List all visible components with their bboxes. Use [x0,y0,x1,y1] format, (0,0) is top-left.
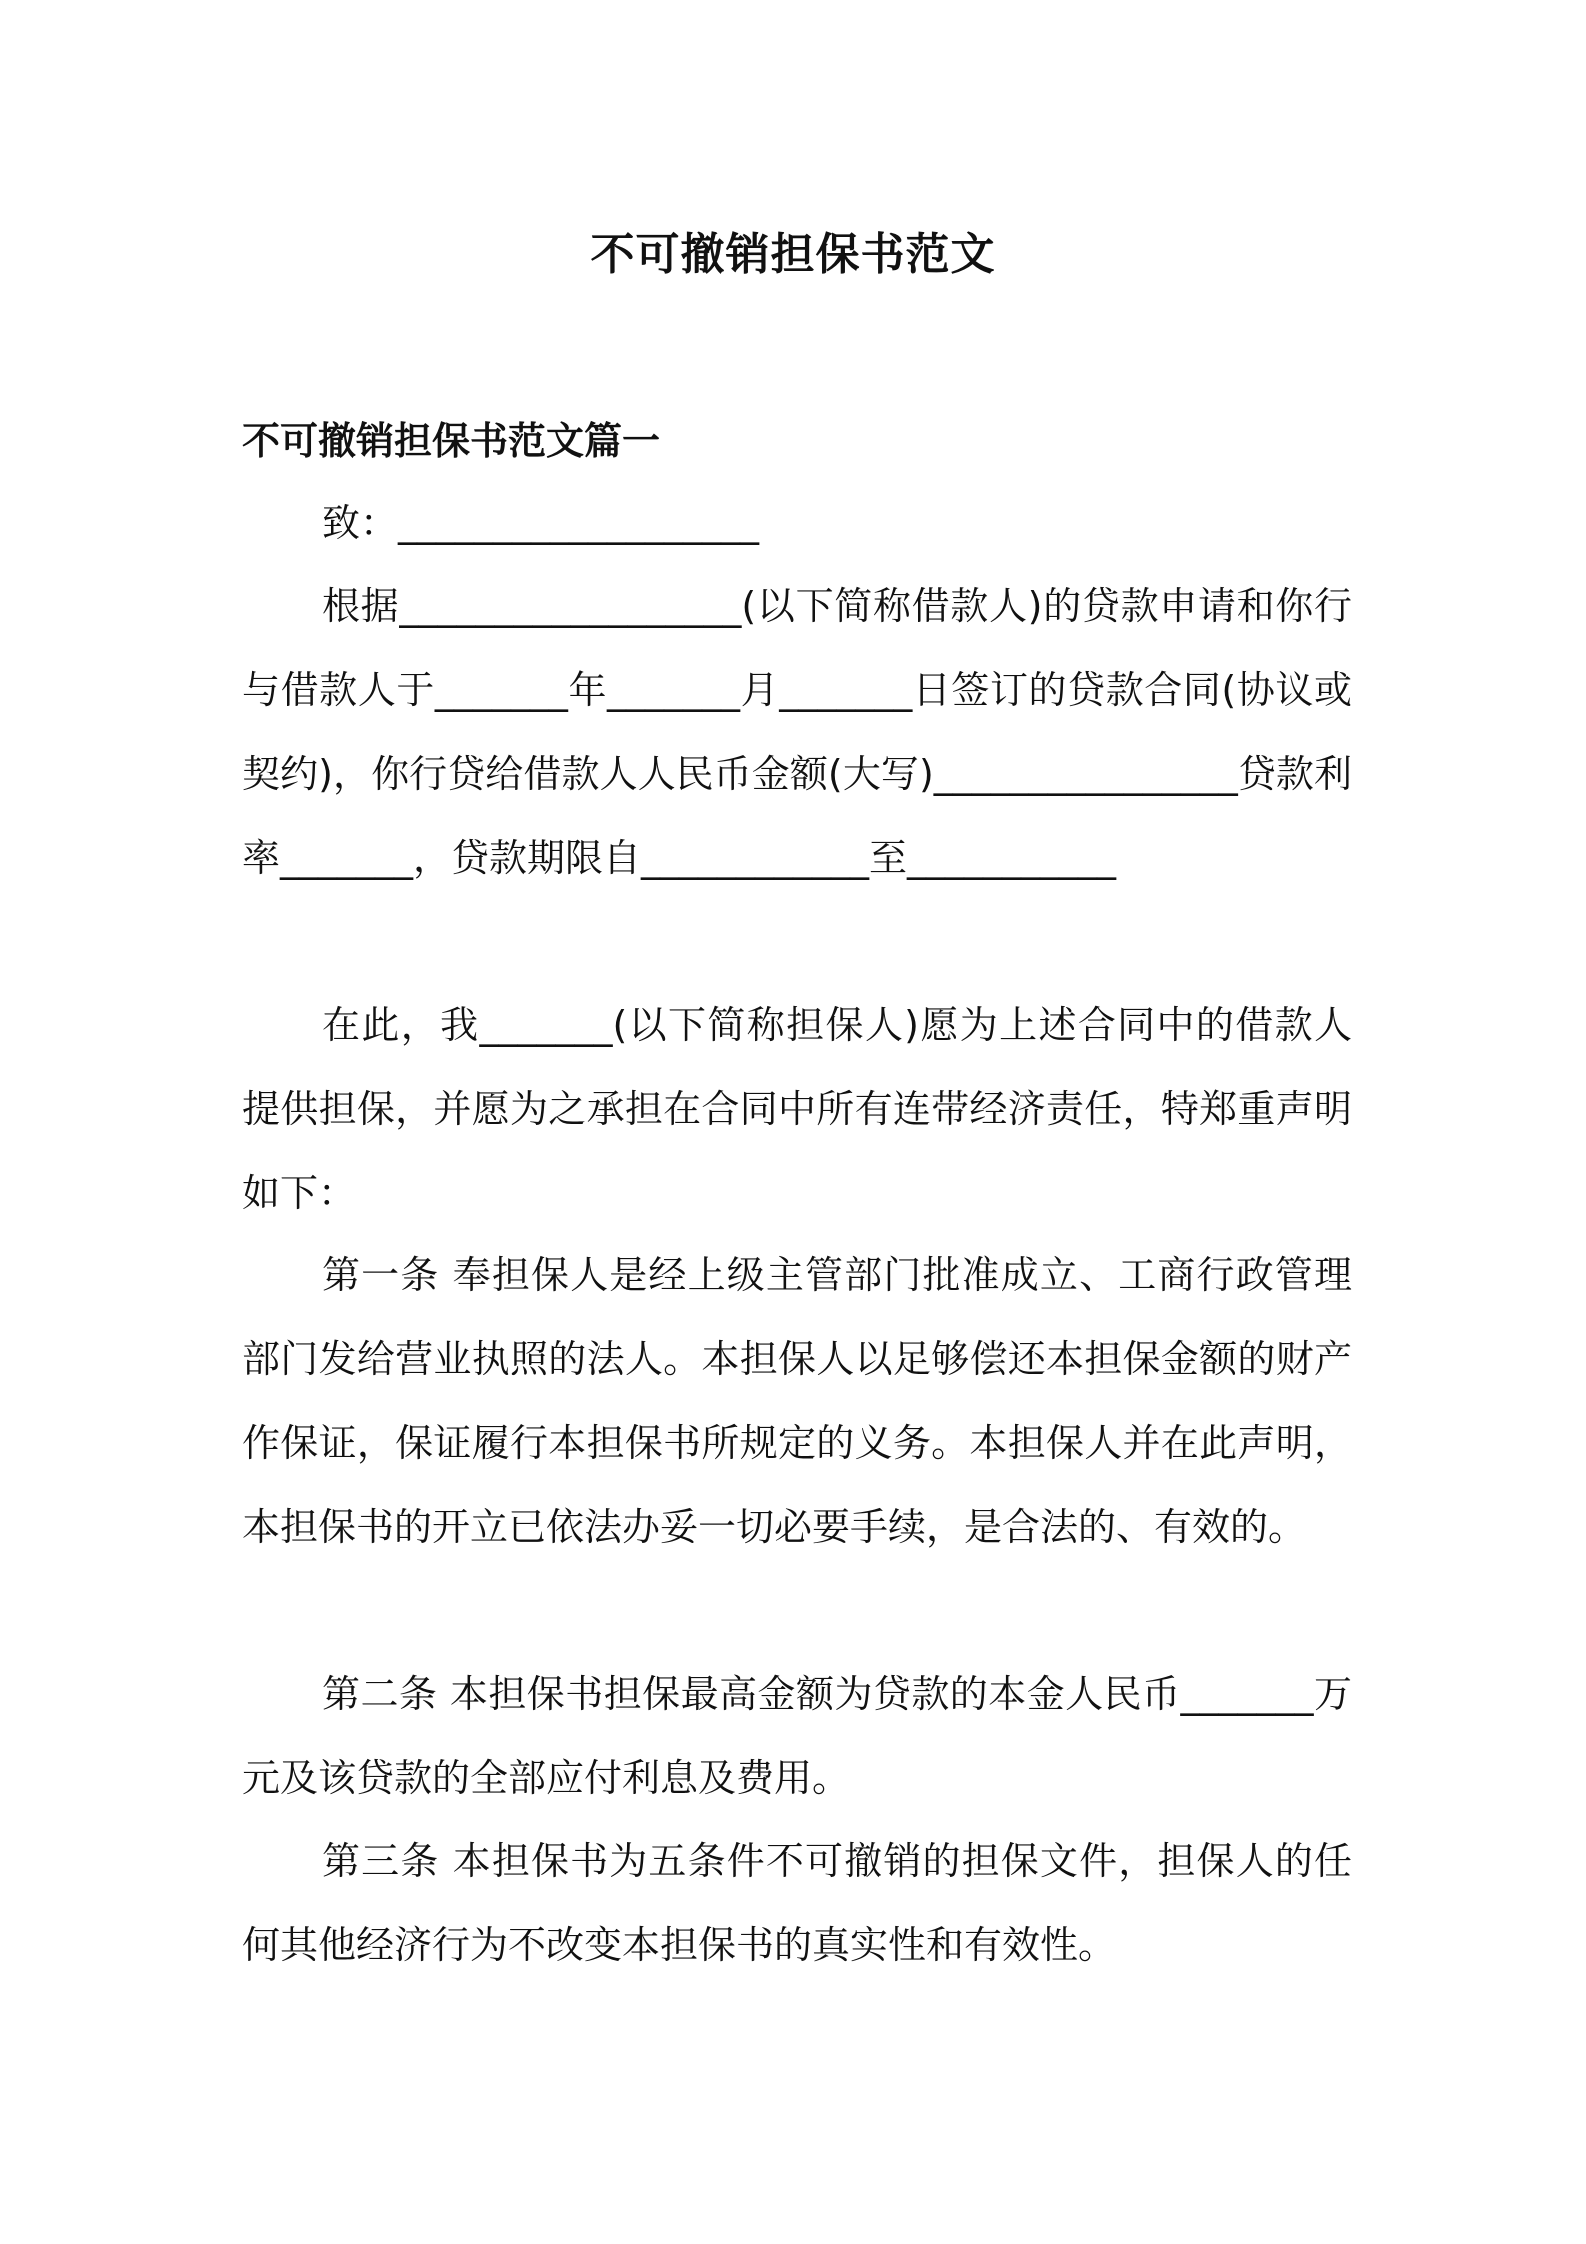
article-2-paragraph: 第二条 本担保书担保最高金额为贷款的本金人民币_______万元及该贷款的全部应付利息及费用。 [242,1672,1352,1800]
addressee-paragraph: 致：___________________ [322,501,760,545]
document-title: 不可撤销担保书范文 [590,229,996,280]
article-1-paragraph: 第一条 奉担保人是经上级主管部门批准成立、工商行政管理部门发给营业执照的法人。本担保人以足够偿还本担保金额的财产作保证，保证履行本担保书所规定的义务。本担保人并在此声明，本担保书的开立已依法办妥一切必要手续，是合法的、有效的。 [242,1253,1352,1549]
basis-paragraph: 根据__________________(以下简称借款人)的贷款申请和你行与借款人于_______年_______月_______日签订的贷款合同(协议或契约)，你行贷给借款人人民币金额(大写)________________贷款利率_______，贷款期限自____________至___________ [242,584,1352,880]
article-3-paragraph: 第三条 本担保书为五条件不可撤销的担保文件，担保人的任何其他经济行为不改变本担保书的真实性和有效性。 [242,1839,1352,1967]
section-title: 不可撤销担保书范文篇一 [242,419,661,463]
declaration-paragraph: 在此，我_______(以下简称担保人)愿为上述合同中的借款人提供担保，并愿为之承担在合同中所有连带经济责任，特郑重声明如下： [242,1003,1352,1215]
